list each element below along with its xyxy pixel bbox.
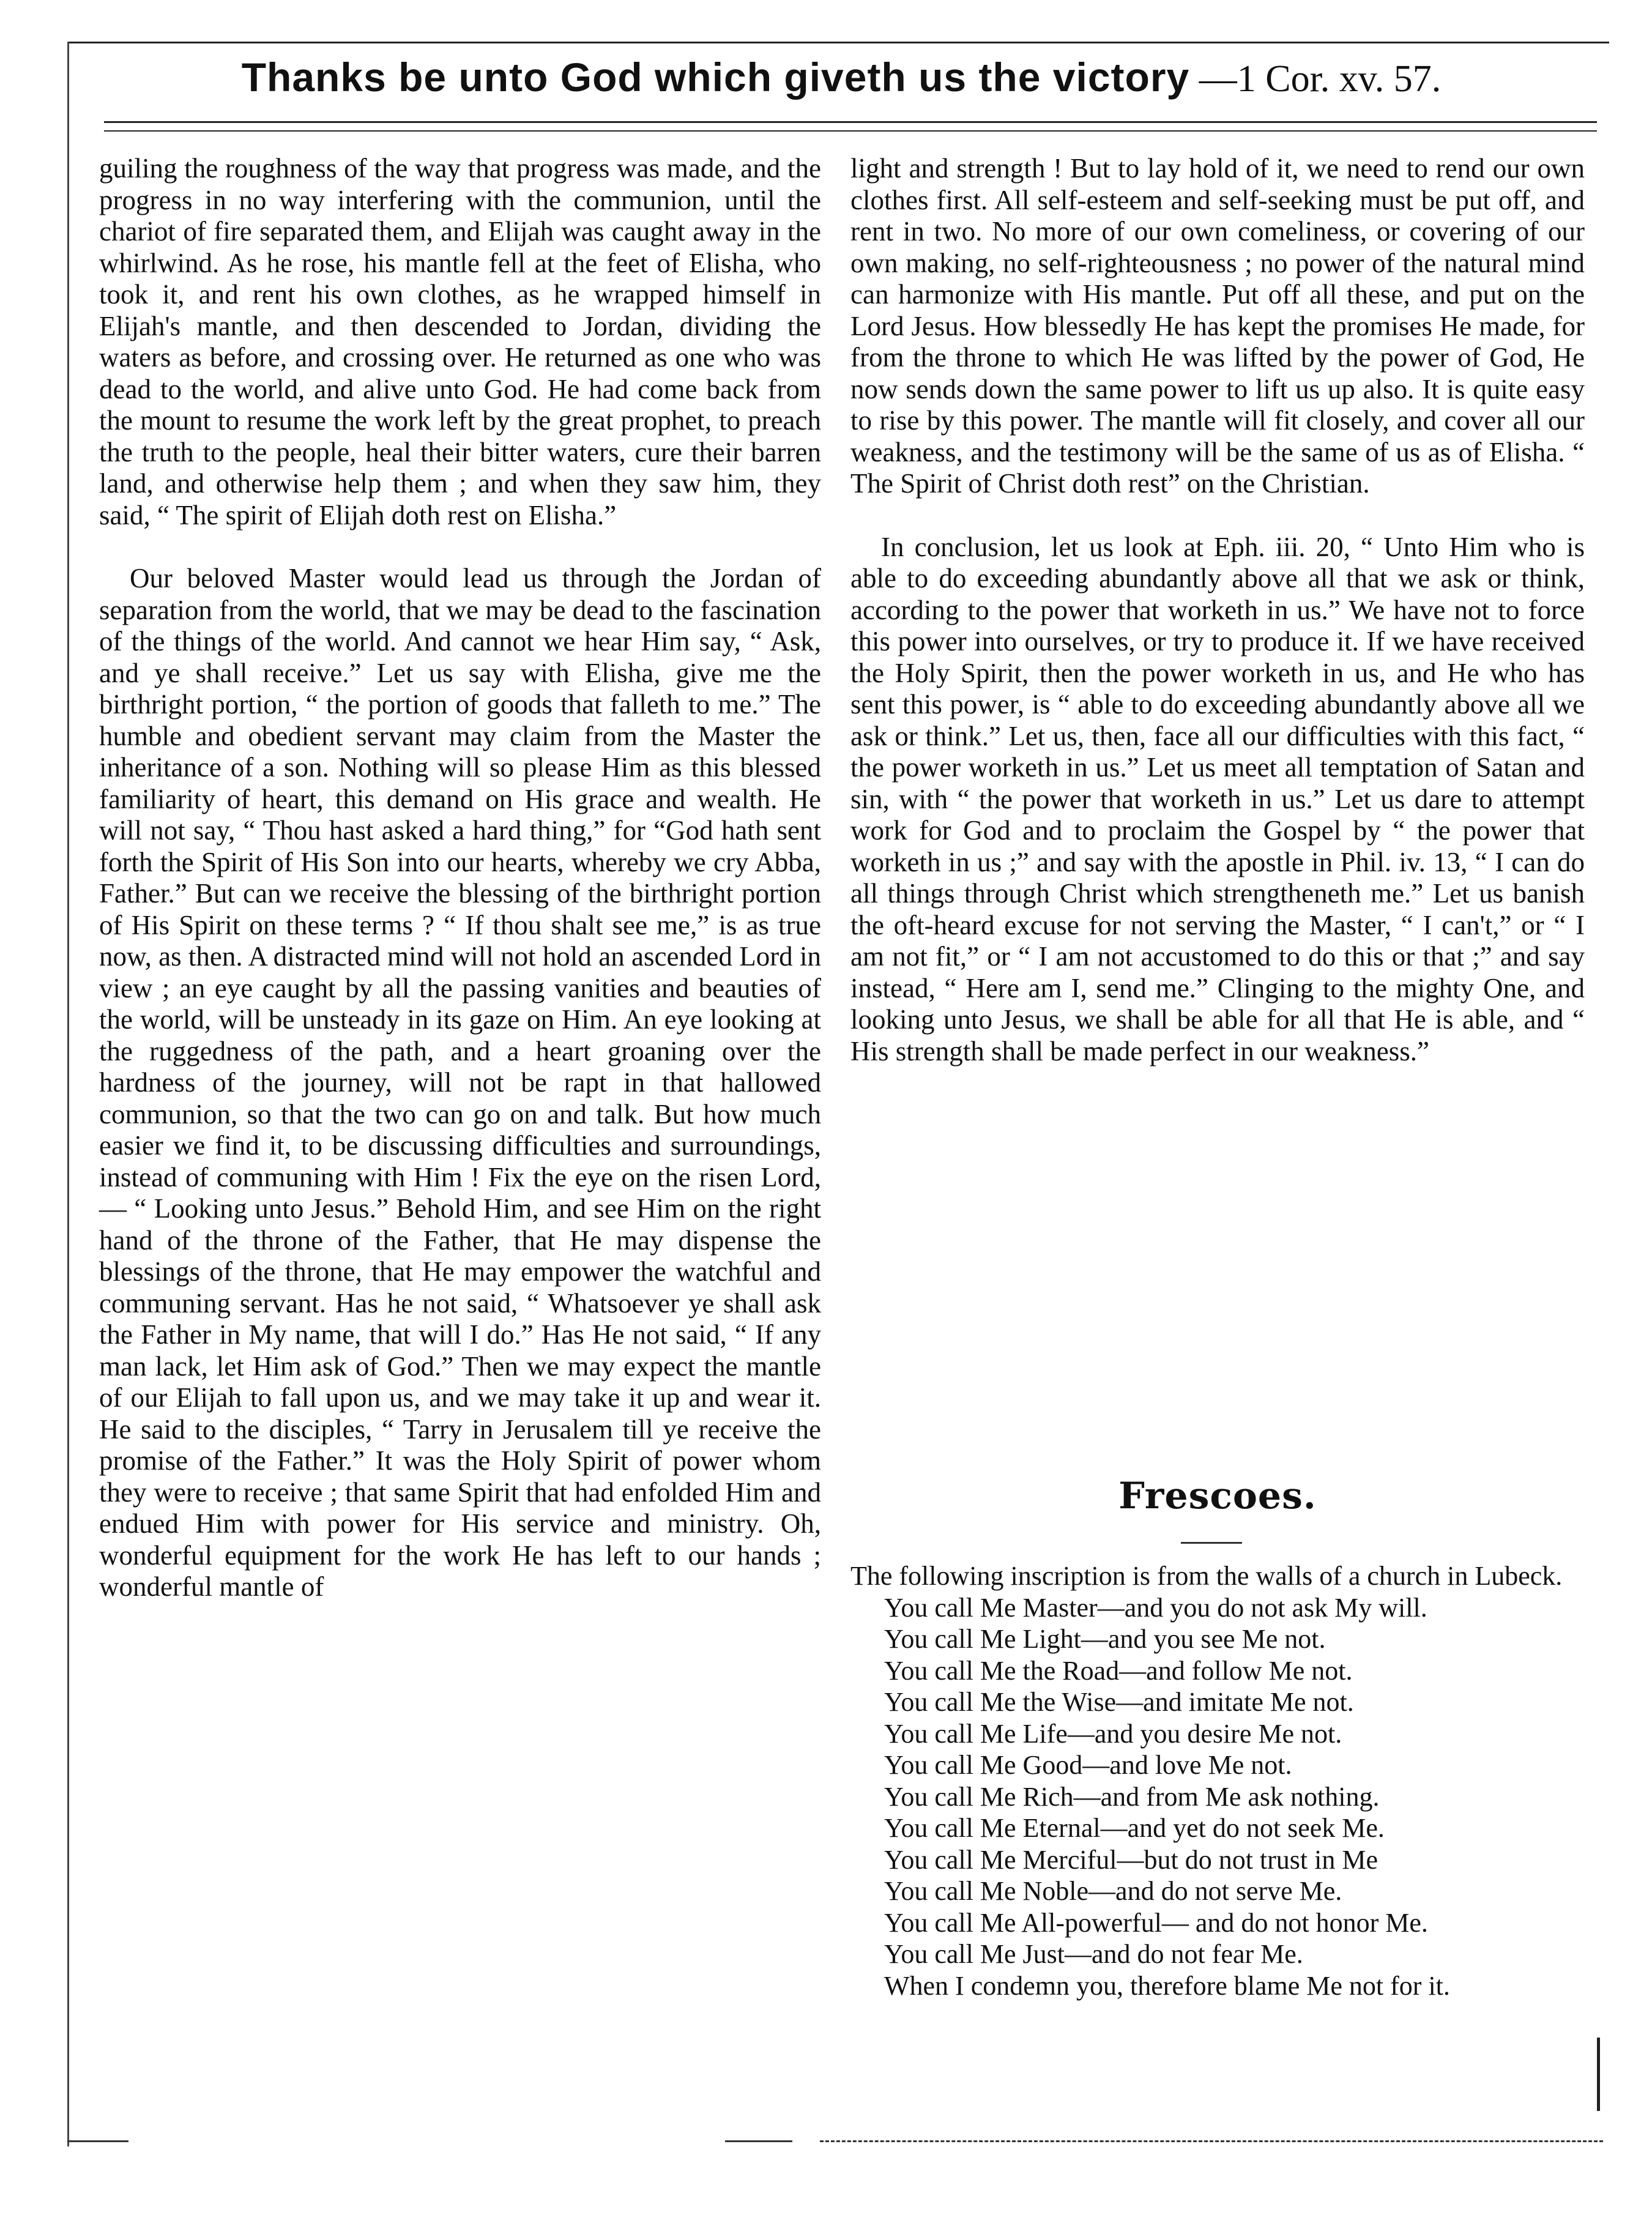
left-paragraph-2: Our beloved Master would lead us through the Jordan of separation from the world, that we may be dead to the fascination of the things of the world. And cannot we hear Him say, “ Ask, and ye shall receive.” Let us say with Elisha, give me the birthright portion, “ the portion of goods that falleth to me.” The humble and obedient servant may claim from the Master the inheritance of a son. Nothing will so please Him as this blessed familiarity of heart, this demand on His grace and wealth. He will not say, “ Thou hast asked a hard thing,” for “God hath sent forth the Spirit of His Son into our hearts, whereby we cry Abba, Father.” But can we receive the blessing of the birthright portion of His Spirit on these terms ? “ If thou shalt see me,” is as true now, as then. A distracted mind will not hold an ascended Lord in view ; an eye caught by all the passing vanities and beauties of the world, will be unsteady in its gaze on Him. An eye looking at the ruggedness of the path, and a heart groaning over the hardness of the journey, will not be rapt in that hallowed communion, so that the two can go on and talk. But how much easier we find it, to be discussing difficulties and surroundings, instead of communing with Him ! Fix the eye on the risen Lord,— “ Looking unto Jesus.” Behold Him, and see Him on the right hand of the throne of the Father, that He may dispense the blessings of the throne, that He may empower the watchful and communing servant. Has he not said, “ Whatsoever ye shall ask the Father in My name, that will I do.” Has He not said, “ If any man lack, let Him ask of God.” Then we may expect the mantle of our Elijah to fall upon us, and we may take it up and wear it. He said to the disciples, “ Tarry in Jerusalem till ye receive the promise of the Father.” It was the Holy Spirit of power whom they were to receive ; that same Spirit that had enfolded Him and endued Him with power for His service and ministry. Oh, wonderful equipment for the work He has left to our hands ; wonderful mantle of <box>99 563 821 1602</box>
right-paragraph-2: In conclusion, let us look at Eph. iii. 20, “ Unto Him who is able to do exceeding abundantly above all that we ask or think, according to the power that worketh in us.” We have not to force this power into ourselves, or try to produce it. If we have received the Holy Spirit, then the power worketh in us, and He who has sent this power, is “ able to do exceeding abundantly above all we ask or think.” Let us, then, face all our difficulties with this fact, “ the power worketh in us.” Let us meet all temptation of Satan and sin, with “ the power that worketh in us.” Let us dare to attempt work for God and to proclaim the Gospel by “ the power that worketh in us ;” and say with the apostle in Phil. iv. 13, “ I can do all things through Christ which strengtheneth me.” Let us banish the oft-heard excuse for not serving the Master, “ I can't,” or “ I am not fit,” or “ I am not accustomed to do this or that ;” and say instead, “ Here am I, send me.” Clinging to the mighty One, and looking unto Jesus, we shall be able for all that He is able, and “ His strength shall be made perfect in our weakness.” <box>850 531 1585 1066</box>
frescoes-line: You call Me Rich—and from Me ask nothing. <box>884 1781 1380 1812</box>
left-column <box>99 153 821 1603</box>
left-paragraph-1: guiling the roughness of the way that progress was made, and the progress in no way interfering with the communion, until the chariot of fire separated them, and Elijah was caught away in the whirlwind. As he rose, his mantle fell at the feet of Elisha, who took it, and rent his own clothes, as he wrapped himself in Elijah's mantle, and then descended to Jordan, dividing the waters as before, and crossing over. He returned as one who was dead to the world, and alive unto God. He had come back from the mount to resume the work left by the great prophet, to preach the truth to the people, heal their bitter waters, cure their barren land, and otherwise help them ; and when they saw him, they said, “ The spirit of Elijah doth rest on Elisha.” <box>99 153 821 530</box>
header-double-rule <box>104 121 1597 132</box>
frescoes-line: You call Me Noble—and do not serve Me. <box>884 1876 1342 1906</box>
frescoes-line: You call Me Light—and you see Me not. <box>884 1624 1326 1654</box>
frescoes-intro: The following inscription is from the walls of a church in Lubeck. <box>850 1561 1563 1591</box>
frescoes-line: You call Me All-powerful— and do not honor Me. <box>884 1907 1428 1938</box>
frescoes-line: You call Me Just—and do not fear Me. <box>884 1939 1303 1969</box>
bottom-rule-right <box>820 2140 1603 2142</box>
frescoes-line: You call Me Merciful—but do not trust in Me <box>884 1844 1379 1875</box>
right-column <box>850 153 1585 1067</box>
frescoes-heading: Frescoes. <box>1118 1475 1317 1517</box>
frescoes-line: You call Me Good—and love Me not. <box>884 1750 1292 1780</box>
frescoes-heading-dash <box>1181 1542 1242 1544</box>
frame-top-rule <box>67 42 1609 43</box>
bottom-rule-middle <box>725 2140 792 2142</box>
frescoes-line: You call Me the Road—and follow Me not. <box>884 1655 1353 1686</box>
frame-left-rule <box>67 42 69 2146</box>
frame-right-mark <box>1597 2038 1600 2111</box>
frescoes-section <box>850 1560 1585 2001</box>
header-title: Thanks be unto God which giveth us the victory <box>241 54 1190 100</box>
bottom-rule-left <box>67 2140 128 2142</box>
page-header <box>122 54 1560 121</box>
frescoes-closing: When I condemn you, therefore blame Me not for it. <box>884 1970 1450 2001</box>
frescoes-line: You call Me Life—and you desire Me not. <box>884 1718 1342 1749</box>
frescoes-line: You call Me Eternal—and yet do not seek Me. <box>884 1813 1385 1843</box>
header-scripture-reference: —1 Cor. xv. 57. <box>1189 58 1442 100</box>
frescoes-first-line: You call Me Master—and you do not ask My will. <box>884 1592 1427 1623</box>
frescoes-lines <box>850 1623 1585 1970</box>
right-paragraph-1: light and strength ! But to lay hold of it, we need to rend our own clothes first. All self-esteem and self-seeking must be put off, and rent in two. No more of our own comeliness, or covering of our own making, no self-righteousness ; no power of the natural mind can harmonize with His mantle. Put off all these, and put on the Lord Jesus. How blessedly He has kept the promises He made, for from the throne to which He was lifted by the power of God, He now sends down the same power to lift us up also. It is quite easy to rise by this power. The mantle will fit closely, and cover all our weakness, and the testimony will be the same of us as of Elisha. “ The Spirit of Christ doth rest” on the Christian. <box>850 153 1585 499</box>
frescoes-line: You call Me the Wise—and imitate Me not. <box>884 1687 1354 1717</box>
